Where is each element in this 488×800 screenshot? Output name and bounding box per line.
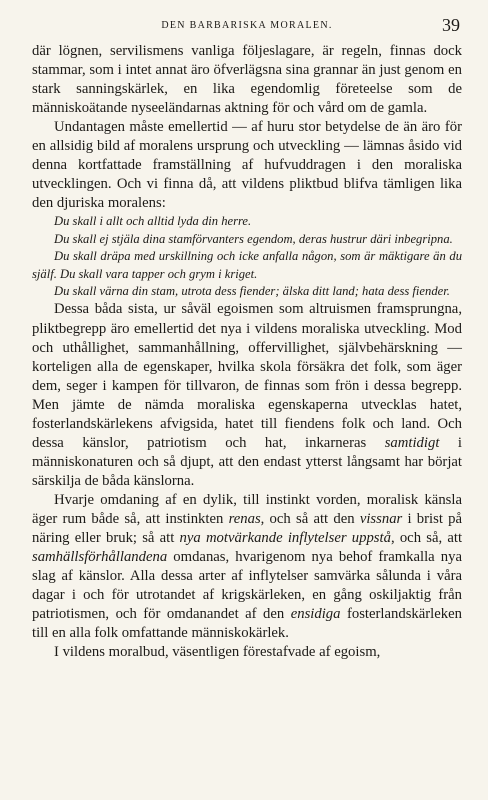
body-text [32, 42, 462, 662]
paragraph: I vildens moralbud, väsentligen förestafvade af egoism, [54, 644, 381, 661]
text-run: fosterlandskärleken till en alla folk omfattande människokärlek. [32, 606, 462, 642]
maxim-line: Du skall ej stjäla dina stamförvanters egendom, deras hustrur däri inbegripna. [54, 231, 453, 246]
emphasis: renas [228, 510, 261, 527]
paragraph [32, 491, 462, 643]
page-header [32, 16, 462, 42]
emphasis: ensidiga [290, 606, 341, 623]
emphasis: nya motvärkande inflytelser uppstå [179, 530, 391, 547]
page-number: 39 [442, 15, 460, 35]
emphasis: vissnar [359, 510, 403, 527]
maxim-line: Du skall i allt och alltid lyda din herre. [54, 214, 252, 229]
running-head: DEN BARBARISKA MORALEN. [161, 20, 333, 31]
text-run: Dessa båda sista, ur såväl egoismen som altruismen framsprungna, pliktbegrepp äro emellertid det nya i vildens moraliska utveckling. Mod och uthållighet, sammanhållning, offervillighet, självbehärskning — korteligen alla de egenskaper, hvilka skola försäkra det folk, som äger dem, seger i kampen för tillvaron, de finnas som frön i dessa begrepp. Men jämte de nämda moraliska egenskaperna utvecklas hatet, fosterlandskärlekens afvigsida, hatet till fiendens folk och land. Och dessa känslor, patriotism och hat, inkarneras [32, 301, 462, 451]
paragraph: där lögnen, servilismens vanliga följeslagare, är regeln, finnas dock stammar, som i intet annat äro öfverlägsna sina grannar än just genom en stark sanningskärlek, en lika egendomlig företeelse som de människoätande nyseeländarnas aktning för och vård om de gamla. [32, 43, 462, 117]
text-run: , och så, att [390, 530, 463, 547]
text-run: i brist på näring eller bruk; så att [32, 510, 462, 547]
maxim-line: Du skall värna din stam, utrota dess fiender; älska ditt land; hata dess fiender. [54, 284, 450, 299]
text-run: omdanas, hvarigenom nya behof framkalla nya slag af känslor. Alla dessa arter af inflytelser samvärka sålunda i våra dagar i och för utrotandet af krigskärleken, en gång oskiljaktig från patriotismen, och för omdanandet af den [32, 549, 462, 623]
emphasis: samhällsförhållandena [32, 549, 168, 566]
maxim-line: Du skall dräpa med urskillning och icke anfalla någon, som är mäktigare än du själf. Du skall vara tapper och grym i kriget. [32, 249, 462, 281]
text-run: i människonaturen och så djupt, att den endast ytterst långsamt har börjat särskilja de båda känslorna. [32, 434, 462, 489]
paragraph: Undantagen måste emellertid — af huru stor betydelse de än äro för en allsidig bild af moralens ursprung och utveckling — lämnas åsido vid denna kortfattade framställning af hufvuddragen i den moraliska utvecklingen. Och vi finna då, att vildens pliktbud blifva tämligen lika den djuriska moralens: [32, 119, 462, 212]
emphasis: samtidigt [384, 434, 440, 451]
text-run: , och så att den [260, 510, 360, 527]
text-run: Hvarje omdaning af en dylik, till instinkt vorden, moralisk känsla äger rum både så, att instinkten [32, 491, 462, 527]
paragraph [32, 300, 462, 490]
